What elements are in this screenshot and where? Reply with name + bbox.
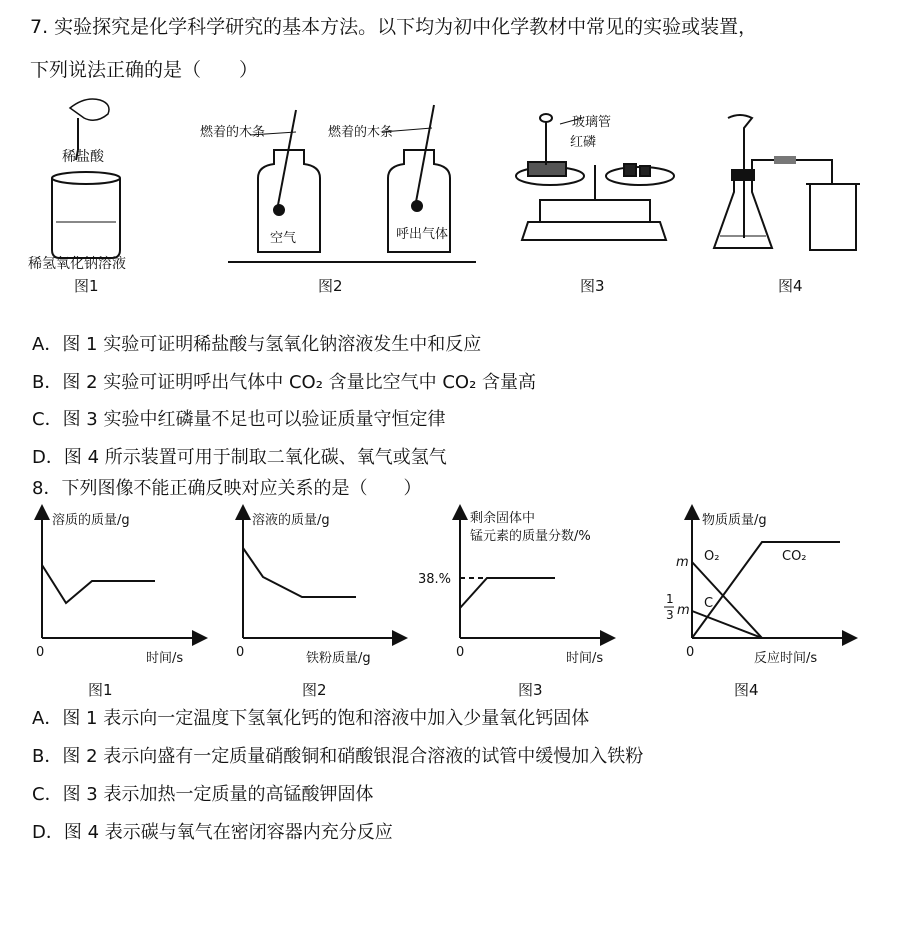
q8-caption-4: 图4 <box>734 681 759 699</box>
g2-origin: 0 <box>236 645 245 660</box>
g3-value-label: 38.% <box>418 572 452 587</box>
g4-frac-num: 1 <box>666 592 674 606</box>
g4-o2-label: O₂ <box>704 549 720 564</box>
q7-option-a: A．图 1 实验可证明稀盐酸与氢氧化钠溶液发生中和反应 <box>32 334 482 355</box>
fig1-base-label: 稀氢氧化钠溶液 <box>28 256 126 272</box>
q7-stem-line2: 下列说法正确的是（ ） <box>30 59 259 81</box>
fig1-acid-label: 稀盐酸 <box>62 149 104 165</box>
q8-option-a: A．图 1 表示向一定温度下氢氧化钙的饱和溶液中加入少量氧化钙固体 <box>32 708 590 729</box>
q8-caption-3: 图3 <box>518 681 543 699</box>
g4-frac-m: m <box>677 603 690 618</box>
q7-option-c: C．图 3 实验中红磷量不足也可以验证质量守恒定律 <box>32 409 446 430</box>
q7-option-b: B．图 2 实验可证明呼出气体中 CO₂ 含量比空气中 CO₂ 含量高 <box>32 372 537 393</box>
fig2-stick-b-label: 燃着的木条 <box>328 125 394 140</box>
g1-x-label: 时间/s <box>146 651 184 666</box>
q8-caption-1: 图1 <box>88 681 113 699</box>
fig2-breath-label: 呼出气体 <box>396 227 449 242</box>
g3-curve <box>460 578 555 608</box>
q8-caption-2: 图2 <box>302 681 327 699</box>
g3-y-label-1: 剩余固体中 <box>470 511 536 526</box>
g4-c-label: C <box>704 596 714 611</box>
fig3-tube-label: 玻璃管 <box>572 115 612 130</box>
g1-curve <box>42 565 155 603</box>
g4-frac-den: 3 <box>666 608 674 622</box>
q8-option-d: D．图 4 表示碳与氧气在密闭容器内充分反应 <box>32 822 393 843</box>
g3-y-label-2: 锰元素的质量分数/% <box>470 529 591 544</box>
g4-m-label: m <box>676 555 689 570</box>
g2-x-label: 铁粉质量/g <box>306 651 371 666</box>
q7-stem-line1: 7. 实验探究是化学科学研究的基本方法。以下均为初中化学教材中常见的实验或装置， <box>30 16 758 38</box>
fig2-stick-a-label: 燃着的木条 <box>200 125 266 140</box>
g3-x-label: 时间/s <box>566 651 604 666</box>
q7-option-d: D．图 4 所示装置可用于制取二氧化碳、氧气或氢气 <box>32 447 447 468</box>
q7-caption-2: 图2 <box>318 277 343 295</box>
g2-y-label: 溶液的质量/g <box>252 513 330 528</box>
g3-origin: 0 <box>456 645 465 660</box>
g1-origin: 0 <box>36 645 45 660</box>
fig2-air-label: 空气 <box>270 231 297 246</box>
g2-curve <box>243 548 356 597</box>
fig3-phos-label: 红磷 <box>570 135 597 150</box>
g4-co2-label: CO₂ <box>782 549 807 564</box>
g4-o2-line <box>692 562 762 638</box>
q7-caption-4: 图4 <box>778 277 803 295</box>
g1-y-label: 溶质的质量/g <box>52 513 130 528</box>
g4-x-label: 反应时间/s <box>754 651 818 666</box>
q8-option-b: B．图 2 表示向盛有一定质量硝酸铜和硝酸银混合溶液的试管中缓慢加入铁粉 <box>32 746 644 767</box>
g4-y-label: 物质质量/g <box>702 513 767 528</box>
q8-option-c: C．图 3 表示加热一定质量的高锰酸钾固体 <box>32 784 374 805</box>
q7-caption-1: 图1 <box>74 277 99 295</box>
g4-origin: 0 <box>686 645 695 660</box>
q8-stem: 8．下列图像不能正确反映对应关系的是（ ） <box>32 478 422 499</box>
q7-caption-3: 图3 <box>580 277 605 295</box>
